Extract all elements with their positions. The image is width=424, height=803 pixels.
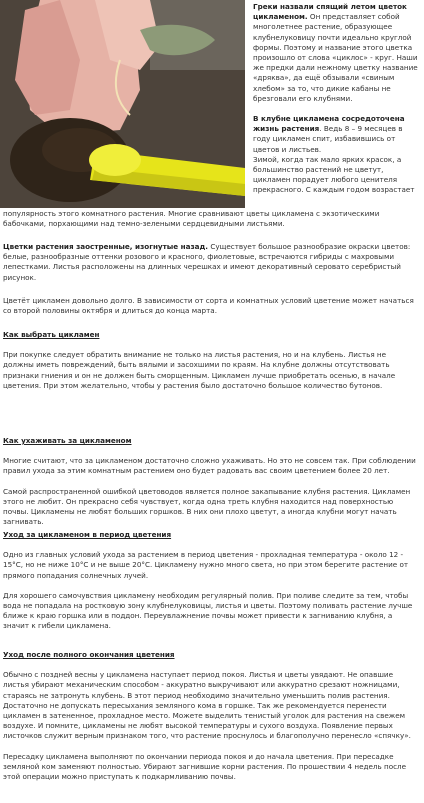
flowering-care-section bbox=[3, 530, 419, 632]
care-heading: Как ухаживать за цикламеном bbox=[3, 436, 132, 445]
winter-text: Зимой, когда так мало ярких красок, а большинство растений не цветут, цикламен порадует любого ценителя прекрасного. С каждым годом возрастает bbox=[253, 154, 415, 195]
cyclamen-tuber-photo bbox=[0, 0, 245, 208]
flowering-care-paragraph-2: Для хорошего самочувствия цикламену необходим регулярный полив. При поливе следите за тем, чтобы вода не попадала на ростковую зону клубнелуковицы, листья и цветы. Поэтому поливать растение лучше ближе к краю горшка или в поддон. Переувлажнение почвы может привести к загниванию клубня, а значит к гибели цикламена. bbox=[3, 590, 413, 631]
flowers-bold: Цветки растения заостренные, изогнутые назад. bbox=[3, 242, 209, 251]
choose-heading: Как выбрать цикламен bbox=[3, 330, 100, 339]
flowers-paragraph bbox=[3, 242, 419, 283]
popularity-paragraph: популярность этого комнатного растения. Многие сравнивают цветы цикламена с экзотическими бабочками, порхающими над темно-зелеными сердцевидными листьями. bbox=[3, 209, 380, 229]
intro-paragraph bbox=[253, 2, 419, 104]
bloom-paragraph: Цветёт цикламен довольно долго. В зависимости от сорта и комнатных условий цветение может начаться со второй половины октября и длиться до конца марта. bbox=[3, 296, 414, 316]
flowers-text: Существует большое разнообразие окраски цветов: белые, разнообразные оттенки розового и красного, фиолетовые, встречаются гибриды с махровыми лепестками. Листья расположены на длинных черешках и имеют декоративный серовато серебристый рисунок. bbox=[3, 242, 411, 282]
after-flowering-heading: Уход после полного окончания цветения bbox=[3, 650, 175, 659]
flowers-section bbox=[3, 242, 419, 283]
after-flowering-paragraph-2: Пересадку цикламена выполняют по окончании периода покоя и до начала цветения. При пересадке земляной ком заменяют полностью. Убирают загнившие корни растения. По прошествии 4 недель после этой операции можно приступать к подкармливанию почвы. bbox=[3, 751, 407, 782]
tuber-bold: В клубне цикламена сосредоточена жизнь растения bbox=[253, 114, 405, 134]
intro-bold: Греки назвали спящий летом цветок цикламеном. bbox=[253, 2, 407, 22]
winter-paragraph bbox=[253, 155, 419, 196]
care-paragraph-2: Самой распространенной ошибкой цветоводов является полное закапывание клубня растения. Цикламен этого не любит. Он прекрасно себя чувствует, когда одна треть клубня находится над поверхностью почвы. Цикламены не любят больших горшков. В них они плохо цветут, а иногда клубни могут начать загнивать. bbox=[3, 486, 411, 527]
tuber-paragraph bbox=[253, 114, 419, 155]
after-flowering-section bbox=[3, 650, 419, 782]
popularity-text-block bbox=[3, 209, 419, 229]
care-paragraph-1: Многие считают, что за цикламеном достаточно сложно ухаживать. Но это не совсем так. При соблюдении правил ухода за этим комнатным растением оно будет радовать вас своим цветением более 20 лет. bbox=[3, 456, 416, 476]
choose-paragraph: При покупке следует обратить внимание не только на листья растения, но и на клубень. Листья не должны иметь повреждений, быть вялыми и засохшими по краям. На клубне должны отсутствовать признаки гниения и он не должен быть сморщенным. Цикламен лучше приобретать осенью, в начале цветения. При этом желательно, чтобы у растения было достаточно большое количество бутонов. bbox=[3, 350, 396, 390]
flowering-care-paragraph-1: Одно из главных условий ухода за растением в период цветения - прохладная температура - около 12 - 15°С, но не ниже 10°С и не выше 20°С. Цикламену нужно много света, но при этом берегите растение от прямого попадания солнечных лучей. bbox=[3, 550, 409, 580]
after-flowering-paragraph-1: Обычно с поздней весны у цикламена наступает период покоя. Листья и цветы увядают. Не опавшие листья убирают механическим способом - аккуратно выкручивают или аккуратно срезают ножницами, стараясь не затронуть клубень. В этот период необходимо значительно уменьшить полив растения. Достаточно не допускать пересыхания земляного кома в горшке. Так же рекомендуется перенести цикламен в затененное, прохладное место. Можете выделить тенистый уголок для растения на свежем воздухе. И помните, цикламены не любят высокой температуры и сухого воздуха. Появление первых листочков служит верным признаком того, что растение проснулось и благополучно перенесло «спячку». bbox=[3, 670, 411, 741]
tuber-text: . Ведь 8 – 9 месяцев в году цикламен спит, избавившись от цветов и листьев. bbox=[253, 124, 403, 154]
choose-section bbox=[3, 330, 419, 391]
care-section bbox=[3, 436, 419, 527]
flowering-care-heading: Уход за цикламеном в период цветения bbox=[3, 530, 172, 539]
intro-text: Он представляет собой многолетнее растение, образующее клубнелуковицу почти идеально круглой формы. Поэтому и название этого цветка произошло от слова «циклос» - круг. Наши же предки дали нежному цветку название «дряква», да ещё обзывали «свиным хлебом» за то, что дикие кабаны не брезговали его клубнями. bbox=[253, 12, 418, 103]
intro-column bbox=[253, 2, 419, 196]
cyclamen-tuber-photo-icon bbox=[0, 0, 245, 208]
bloom-section bbox=[3, 296, 419, 316]
